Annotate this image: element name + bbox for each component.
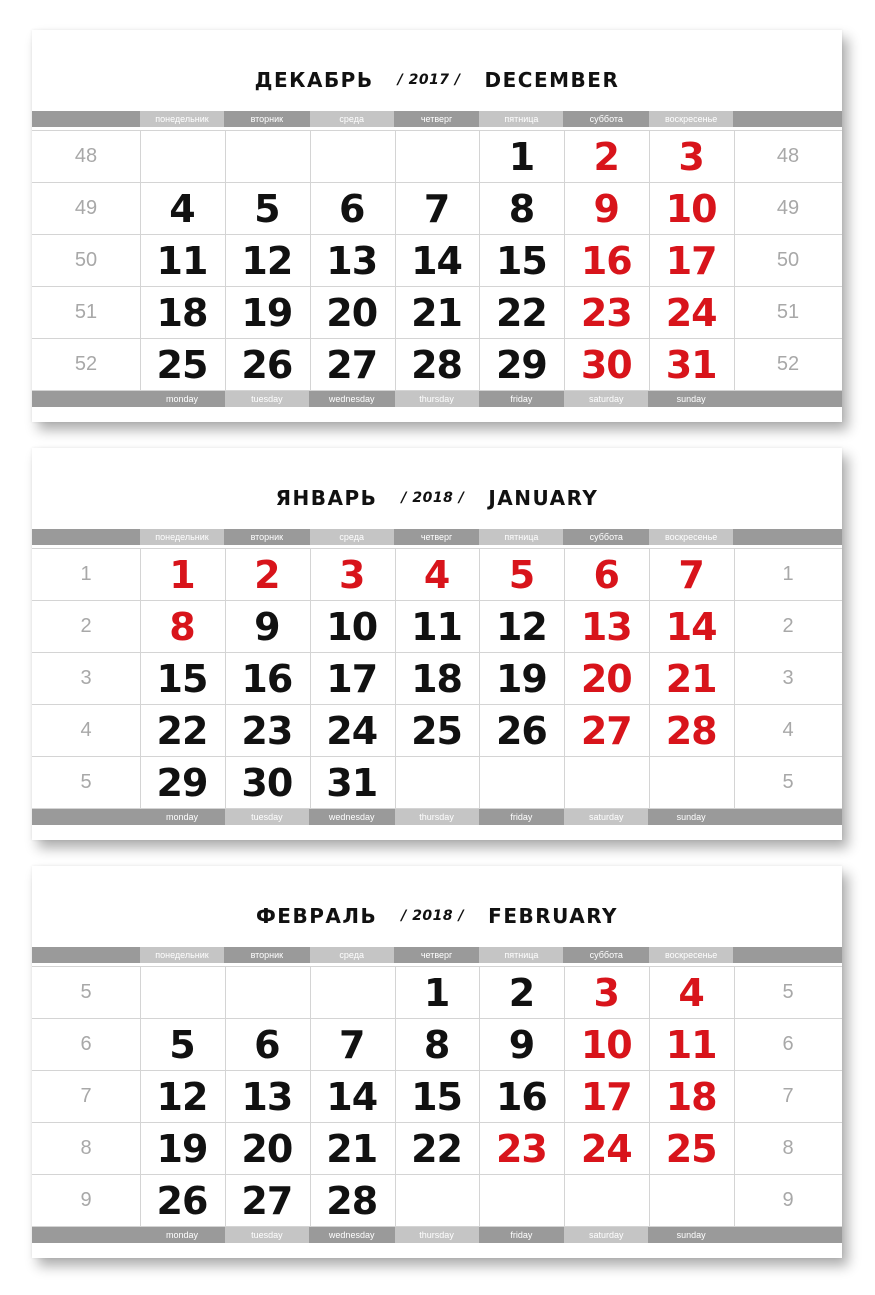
holiday-day-cell: 17 — [580, 1075, 632, 1119]
day-cell: 9 — [254, 605, 280, 649]
week-number: 7 — [80, 1085, 92, 1107]
week-row — [32, 286, 842, 338]
day-cell: 6 — [338, 187, 365, 231]
weekday-label-en: sunday — [649, 391, 733, 407]
day-cell: 7 — [423, 187, 450, 231]
week-row — [32, 704, 842, 756]
holiday-day-cell: 2 — [593, 135, 619, 179]
week-number: 51 — [74, 301, 98, 323]
holiday-day-cell: 25 — [665, 1127, 717, 1171]
holiday-day-cell: 3 — [338, 553, 365, 597]
week-row — [32, 966, 842, 1018]
holiday-day-cell: 30 — [580, 343, 632, 387]
weekday-label-ru: суббота — [564, 947, 648, 963]
month-year: / 2018 / — [401, 490, 465, 506]
weekday-label-en: monday — [140, 391, 224, 407]
weekday-footer-en — [32, 391, 842, 407]
day-cell: 23 — [241, 709, 293, 753]
month-name-en: JANUARY — [488, 486, 599, 510]
day-cell: 13 — [241, 1075, 293, 1119]
month-name-en: DECEMBER — [484, 68, 620, 92]
day-cell: 4 — [169, 187, 195, 231]
weekday-label-en: tuesday — [225, 391, 309, 407]
weekday-label-ru: вторник — [225, 529, 309, 545]
holiday-day-cell: 21 — [665, 657, 717, 701]
day-cell: 11 — [156, 239, 208, 283]
day-cell: 16 — [495, 1075, 547, 1119]
week-number: 3 — [782, 667, 794, 689]
holiday-day-cell: 5 — [508, 553, 535, 597]
week-row — [32, 548, 842, 600]
weekday-label-ru: среда — [310, 111, 394, 127]
holiday-day-cell: 8 — [169, 605, 195, 649]
week-row — [32, 1018, 842, 1070]
day-cell: 30 — [241, 761, 293, 805]
empty-day-cell — [649, 756, 733, 808]
day-cell: 28 — [326, 1179, 378, 1223]
week-row — [32, 600, 842, 652]
holiday-day-cell: 16 — [580, 239, 632, 283]
weekday-label-en: friday — [479, 391, 563, 407]
weekday-label-ru: суббота — [564, 529, 648, 545]
empty-day-cell — [479, 1174, 563, 1226]
month-year: / 2018 / — [401, 908, 465, 924]
weekday-label-en: saturday — [564, 809, 648, 825]
day-cell: 25 — [411, 709, 462, 753]
month-title — [32, 486, 842, 510]
day-cell: 1 — [423, 971, 450, 1015]
holiday-day-cell: 23 — [495, 1127, 547, 1171]
weekday-label-en: thursday — [395, 1227, 479, 1243]
weekday-label-ru: среда — [310, 529, 394, 545]
day-cell: 31 — [326, 761, 378, 805]
week-row — [32, 234, 842, 286]
week-number: 8 — [80, 1137, 92, 1159]
weekday-label-en: saturday — [564, 391, 648, 407]
holiday-day-cell: 17 — [665, 239, 717, 283]
holiday-day-cell: 24 — [580, 1127, 632, 1171]
weekday-header-ru — [32, 111, 842, 127]
holiday-day-cell: 11 — [665, 1023, 717, 1067]
weekday-label-en: tuesday — [225, 809, 309, 825]
weekday-label-ru: пятница — [479, 947, 563, 963]
week-row — [32, 130, 842, 182]
holiday-day-cell: 4 — [678, 971, 704, 1015]
calendar-month-january — [32, 448, 842, 840]
holiday-day-cell: 4 — [423, 553, 450, 597]
day-cell: 2 — [508, 971, 535, 1015]
day-cell: 25 — [156, 343, 208, 387]
empty-day-cell — [395, 130, 479, 182]
weekday-label-ru: четверг — [395, 529, 479, 545]
empty-day-cell — [225, 130, 309, 182]
day-cell: 1 — [508, 135, 535, 179]
holiday-day-cell: 10 — [665, 187, 717, 231]
day-cell: 5 — [254, 187, 280, 231]
month-title — [32, 904, 842, 928]
day-cell: 21 — [326, 1127, 378, 1171]
week-number: 4 — [80, 719, 92, 741]
week-number: 3 — [80, 667, 92, 689]
day-cell: 22 — [411, 1127, 462, 1171]
weekday-label-en: wednesday — [310, 809, 394, 825]
weekday-label-ru: понедельник — [140, 111, 224, 127]
weekday-label-ru: воскресенье — [649, 947, 733, 963]
day-cell: 26 — [241, 343, 293, 387]
empty-day-cell — [310, 130, 394, 182]
holiday-day-cell: 10 — [580, 1023, 632, 1067]
holiday-day-cell: 9 — [593, 187, 619, 231]
day-cell: 29 — [156, 761, 208, 805]
holiday-day-cell: 31 — [665, 343, 717, 387]
month-name-ru: ФЕВРАЛЬ — [255, 904, 378, 928]
day-grid — [32, 130, 842, 390]
day-cell: 16 — [241, 657, 293, 701]
day-grid — [32, 966, 842, 1226]
holiday-day-cell: 20 — [580, 657, 632, 701]
week-number: 1 — [80, 563, 92, 585]
day-cell: 14 — [411, 239, 462, 283]
day-cell: 11 — [411, 605, 462, 649]
day-cell: 12 — [241, 239, 293, 283]
day-cell: 22 — [156, 709, 208, 753]
weekday-label-en: thursday — [395, 809, 479, 825]
holiday-day-cell: 28 — [665, 709, 717, 753]
month-name-ru: ДЕКАБРЬ — [254, 68, 374, 92]
week-number: 51 — [776, 301, 800, 323]
empty-day-cell — [225, 966, 309, 1018]
weekday-label-en: friday — [479, 1227, 563, 1243]
day-cell: 21 — [411, 291, 462, 335]
holiday-day-cell: 27 — [580, 709, 632, 753]
empty-day-cell — [395, 756, 479, 808]
week-row — [32, 652, 842, 704]
week-number: 4 — [782, 719, 794, 741]
holiday-day-cell: 1 — [169, 553, 195, 597]
weekday-label-ru: среда — [310, 947, 394, 963]
week-number: 49 — [776, 197, 800, 219]
month-name-en: FEBRUARY — [488, 904, 619, 928]
day-cell: 28 — [411, 343, 462, 387]
week-row — [32, 1070, 842, 1122]
holiday-day-cell: 24 — [665, 291, 717, 335]
day-cell: 8 — [423, 1023, 450, 1067]
holiday-day-cell: 6 — [593, 553, 619, 597]
holiday-day-cell: 3 — [678, 135, 704, 179]
day-cell: 13 — [326, 239, 378, 283]
week-number: 5 — [80, 981, 92, 1003]
day-cell: 24 — [326, 709, 378, 753]
weekday-label-en: monday — [140, 1227, 224, 1243]
weekday-label-ru: суббота — [564, 111, 648, 127]
weekday-label-en: wednesday — [310, 391, 394, 407]
day-cell: 18 — [411, 657, 462, 701]
day-cell: 15 — [495, 239, 547, 283]
weekday-label-ru: вторник — [225, 111, 309, 127]
weekday-label-ru: воскресенье — [649, 111, 733, 127]
empty-day-cell — [310, 966, 394, 1018]
week-number: 50 — [74, 249, 98, 271]
day-cell: 10 — [326, 605, 378, 649]
empty-day-cell — [479, 756, 563, 808]
week-row — [32, 182, 842, 234]
day-cell: 29 — [495, 343, 547, 387]
week-number: 5 — [782, 771, 794, 793]
day-cell: 19 — [156, 1127, 208, 1171]
week-number: 49 — [74, 197, 98, 219]
day-cell: 20 — [326, 291, 378, 335]
empty-day-cell — [140, 130, 224, 182]
empty-day-cell — [564, 1174, 648, 1226]
day-cell: 26 — [495, 709, 547, 753]
week-number: 6 — [782, 1033, 794, 1055]
week-number: 2 — [80, 615, 92, 637]
weekday-label-en: wednesday — [310, 1227, 394, 1243]
week-number: 2 — [782, 615, 794, 637]
weekday-footer-en — [32, 1227, 842, 1243]
day-cell: 17 — [326, 657, 378, 701]
weekday-label-en: friday — [479, 809, 563, 825]
week-row — [32, 338, 842, 390]
weekday-header-ru — [32, 529, 842, 545]
weekday-label-ru: вторник — [225, 947, 309, 963]
holiday-day-cell: 3 — [593, 971, 619, 1015]
week-number: 8 — [782, 1137, 794, 1159]
holiday-day-cell: 14 — [665, 605, 717, 649]
weekday-label-ru: понедельник — [140, 529, 224, 545]
weekday-footer-en — [32, 809, 842, 825]
day-cell: 27 — [326, 343, 378, 387]
day-cell: 6 — [254, 1023, 280, 1067]
holiday-day-cell: 2 — [254, 553, 280, 597]
weekday-label-ru: понедельник — [140, 947, 224, 963]
day-cell: 20 — [241, 1127, 293, 1171]
holiday-day-cell: 13 — [580, 605, 632, 649]
day-cell: 15 — [411, 1075, 462, 1119]
weekday-label-en: monday — [140, 809, 224, 825]
week-row — [32, 756, 842, 808]
day-cell: 12 — [156, 1075, 208, 1119]
week-number: 52 — [74, 353, 98, 375]
empty-day-cell — [395, 1174, 479, 1226]
day-cell: 12 — [495, 605, 547, 649]
weekday-label-en: sunday — [649, 1227, 733, 1243]
empty-day-cell — [140, 966, 224, 1018]
calendar-month-february — [32, 866, 842, 1258]
week-number: 7 — [782, 1085, 794, 1107]
weekday-label-ru: четверг — [395, 111, 479, 127]
week-number: 6 — [80, 1033, 92, 1055]
weekday-label-ru: четверг — [395, 947, 479, 963]
week-number: 9 — [782, 1189, 794, 1211]
weekday-header-ru — [32, 947, 842, 963]
holiday-day-cell: 7 — [678, 553, 704, 597]
weekday-label-ru: пятница — [479, 529, 563, 545]
holiday-day-cell: 23 — [580, 291, 632, 335]
week-row — [32, 1174, 842, 1226]
empty-day-cell — [649, 1174, 733, 1226]
week-number: 48 — [74, 145, 98, 167]
day-cell: 8 — [508, 187, 535, 231]
day-cell: 22 — [495, 291, 547, 335]
weekday-label-en: thursday — [395, 391, 479, 407]
month-name-ru: ЯНВАРЬ — [275, 486, 378, 510]
weekday-label-ru: пятница — [479, 111, 563, 127]
empty-day-cell — [564, 756, 648, 808]
week-number: 1 — [782, 563, 794, 585]
day-cell: 19 — [241, 291, 293, 335]
day-cell: 14 — [326, 1075, 378, 1119]
day-cell: 5 — [169, 1023, 195, 1067]
month-year: / 2017 / — [397, 72, 461, 88]
week-number: 48 — [776, 145, 800, 167]
day-cell: 27 — [241, 1179, 293, 1223]
weekday-label-ru: воскресенье — [649, 529, 733, 545]
week-number: 5 — [782, 981, 794, 1003]
holiday-day-cell: 18 — [665, 1075, 717, 1119]
calendar-month-december — [32, 30, 842, 422]
weekday-label-en: tuesday — [225, 1227, 309, 1243]
day-cell: 7 — [338, 1023, 365, 1067]
weekday-label-en: saturday — [564, 1227, 648, 1243]
day-cell: 18 — [156, 291, 208, 335]
week-number: 5 — [80, 771, 92, 793]
day-cell: 19 — [495, 657, 547, 701]
month-title — [32, 68, 842, 92]
day-cell: 15 — [156, 657, 208, 701]
week-number: 9 — [80, 1189, 92, 1211]
week-number: 50 — [776, 249, 800, 271]
week-number: 52 — [776, 353, 800, 375]
weekday-label-en: sunday — [649, 809, 733, 825]
day-grid — [32, 548, 842, 808]
day-cell: 9 — [508, 1023, 535, 1067]
week-row — [32, 1122, 842, 1174]
day-cell: 26 — [156, 1179, 208, 1223]
